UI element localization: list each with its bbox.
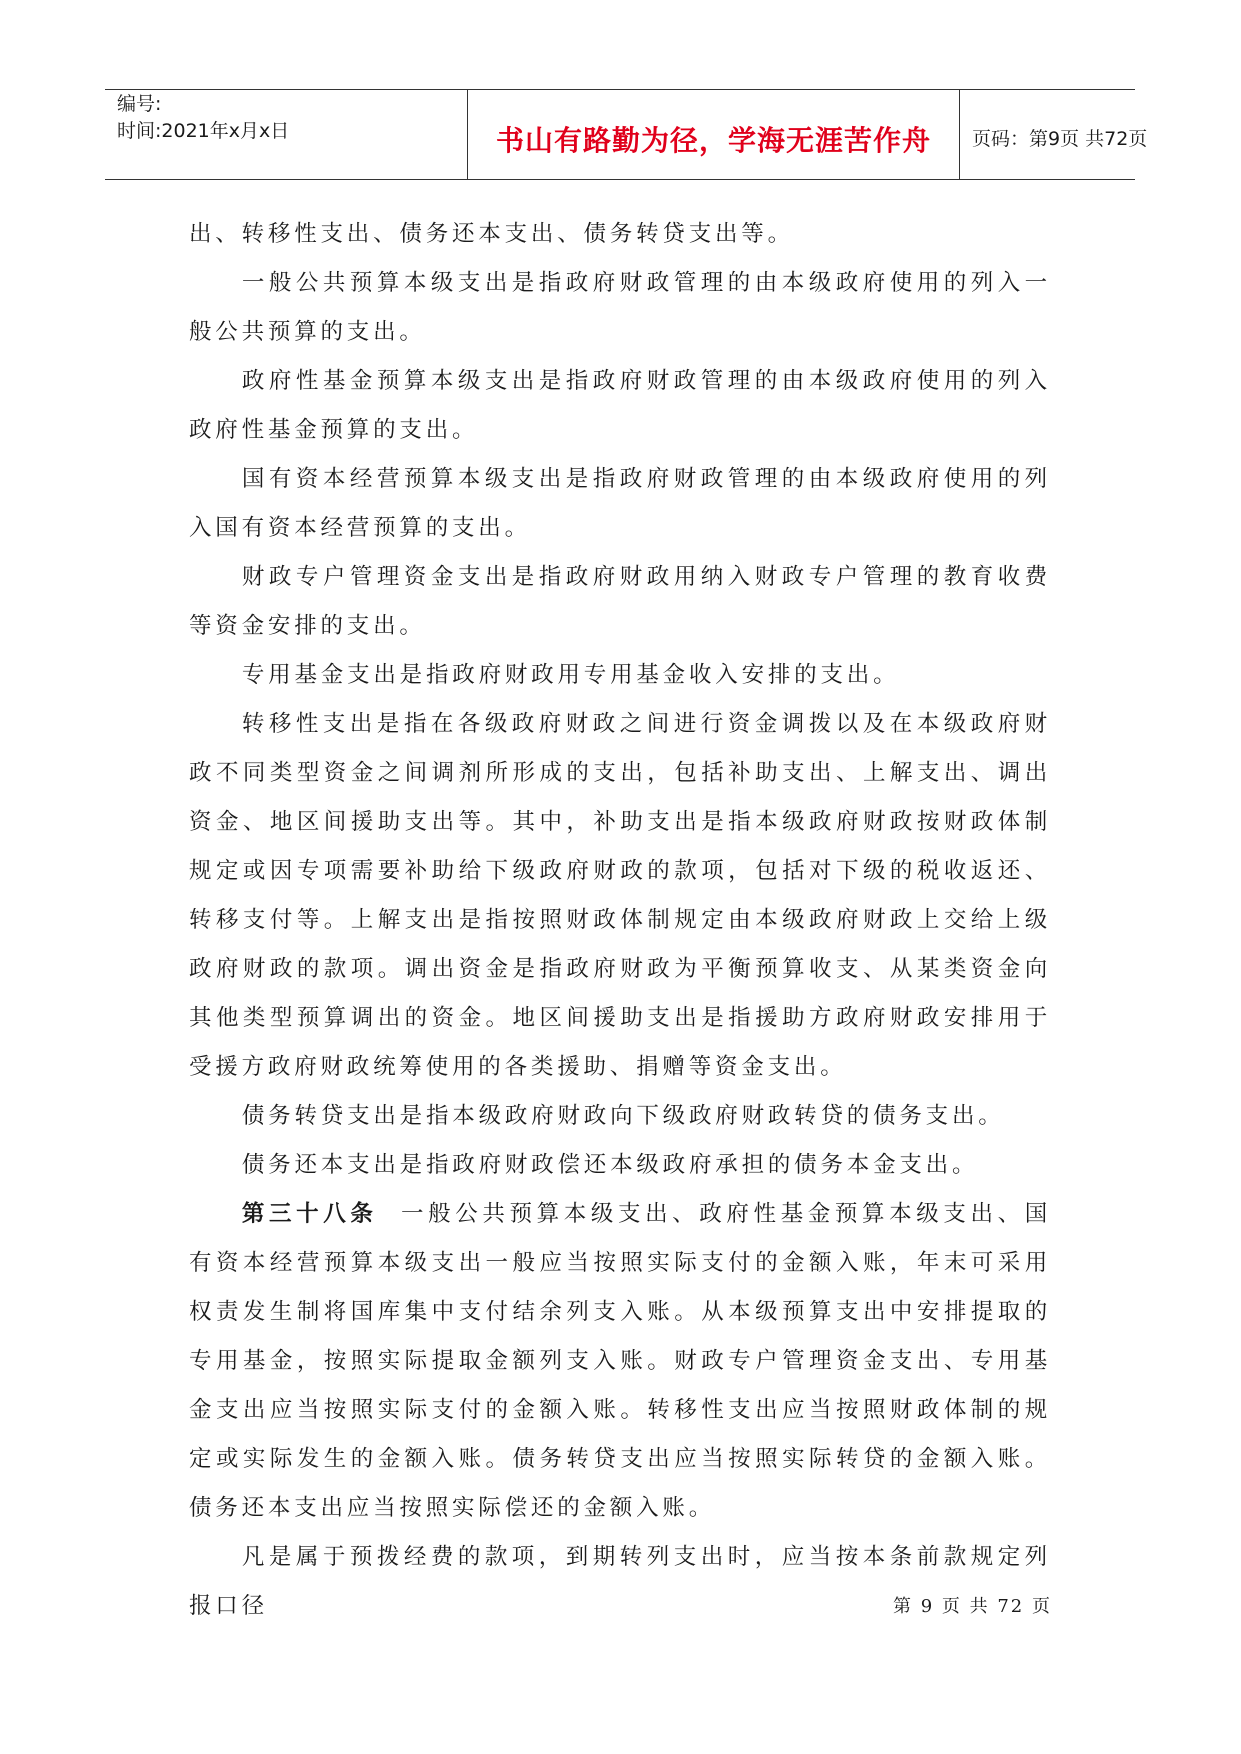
paragraph-general-budget: 一般公共预算本级支出是指政府财政管理的由本级政府使用的列入一般公共预算的支出。 [189, 270, 1051, 345]
header-page-info: 页码：第9页 共72页 [972, 128, 1148, 150]
paragraph-debt-onlending: 债务转贷支出是指本级政府财政向下级政府财政转贷的债务支出。 [241, 1103, 1005, 1129]
document-body [189, 210, 1051, 1631]
header-motto-cell [467, 90, 960, 179]
paragraph-special-fund: 专用基金支出是指政府财政用专用基金收入安排的支出。 [241, 662, 900, 688]
header-motto: 书山有路勤为径，学海无涯苦作舟 [495, 124, 931, 157]
article-38-gap [377, 1201, 401, 1227]
serial-number-label: 编号: [117, 93, 162, 115]
paragraph-transfer-expenditure: 转移性支出是指在各级政府财政之间进行资金调拨以及在本级政府财政不同类型资金之间调剂所形成的支出，包括补助支出、上解支出、调出资金、地区间援助支出等。其中，补助支出是指本级政府财政按财政体制规定或因专项需要补助给下级政府财政的款项，包括对下级的税收返还、转移支付等。上解支出是指按照财政体制规定由本级政府财政上交给上级政府财政的款项。调出资金是指政府财政为平衡预算收支、从某类资金向其他类型预算调出的资金。地区间援助支出是指援助方政府财政安排用于受援方政府财政统筹使用的各类援助、捐赠等资金支出。 [189, 711, 1051, 1080]
document-header [105, 89, 1148, 180]
page-footer: 第 9 页 共 72 页 [893, 1596, 1052, 1617]
article-38-text: 一般公共预算本级支出、政府性基金预算本级支出、国有资本经营预算本级支出一般应当按照实际支付的金额入账，年末可采用权责发生制将国库集中支付结余列支入账。从本级预算支出中安排提取的专用基金，按照实际提取金额列支入账。财政专户管理资金支出、专用基金支出应当按照实际支付的金额入账。转移性支出应当按照财政体制的规定或实际发生的金额入账。债务转贷支出应当按照实际转贷的金额入账。债务还本支出应当按照实际偿还的金额入账。 [189, 1201, 1051, 1521]
time-label: 时间: [117, 120, 162, 142]
paragraph-debt-repayment: 债务还本支出是指政府财政偿还本级政府承担的债务本金支出。 [241, 1152, 979, 1178]
paragraph-special-account: 财政专户管理资金支出是指政府财政用纳入财政专户管理的教育收费等资金安排的支出。 [189, 564, 1051, 639]
paragraph-fund-budget: 政府性基金预算本级支出是指政府财政管理的由本级政府使用的列入政府性基金预算的支出。 [189, 368, 1051, 443]
header-meta [117, 90, 467, 179]
paragraph-continuation: 出、转移性支出、债务还本支出、债务转贷支出等。 [189, 221, 794, 247]
header-page-cell [960, 90, 1148, 179]
article-38-heading: 第三十八条 [241, 1201, 378, 1227]
article-38 [189, 1190, 1051, 1533]
paragraph-prepaid-funds: 凡是属于预拨经费的款项，到期转列支出时，应当按本条前款规定列报口径 [189, 1544, 1051, 1619]
time-line [117, 119, 289, 143]
paragraph-state-capital-budget: 国有资本经营预算本级支出是指政府财政管理的由本级政府使用的列入国有资本经营预算的支出。 [189, 466, 1051, 541]
time-value: 2021年x月x日 [161, 120, 290, 142]
